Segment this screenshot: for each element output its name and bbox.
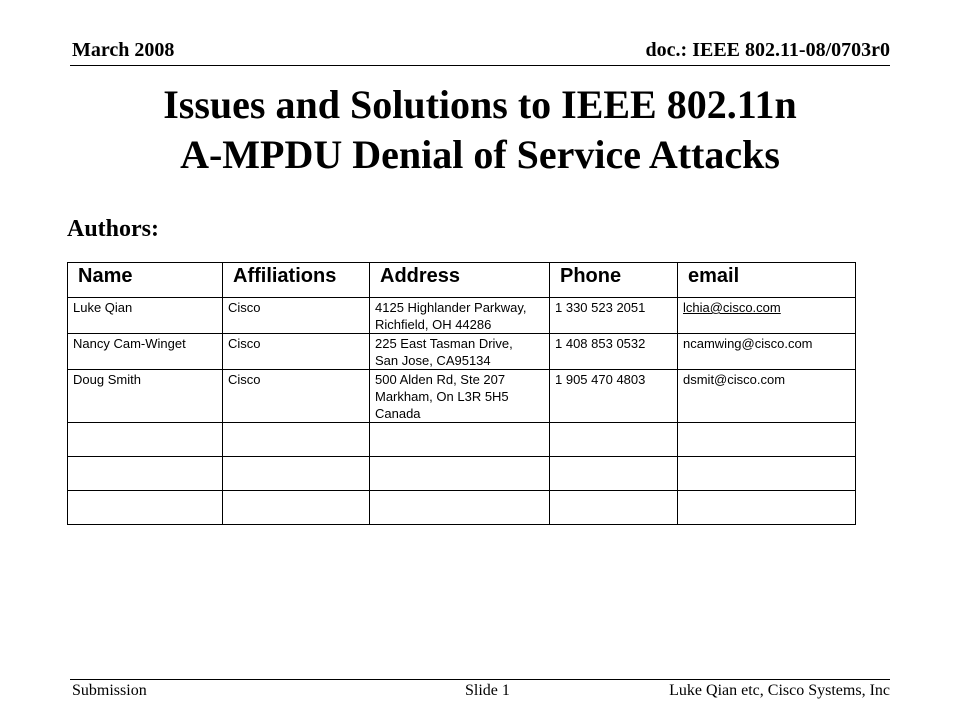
column-header-name: Name	[68, 263, 223, 298]
header-rule	[70, 65, 890, 66]
author-phone: 1 330 523 2051	[550, 298, 678, 334]
empty-cell	[678, 491, 856, 525]
empty-cell	[370, 423, 550, 457]
empty-cell	[550, 457, 678, 491]
author-name: Doug Smith	[68, 370, 223, 423]
address-line: Markham, On L3R 5H5	[375, 389, 509, 404]
author-name: Luke Qian	[68, 298, 223, 334]
empty-cell	[678, 423, 856, 457]
empty-cell	[223, 491, 370, 525]
column-header-affiliations: Affiliations	[223, 263, 370, 298]
slide-title	[60, 80, 900, 180]
empty-cell	[68, 423, 223, 457]
author-affiliation: Cisco	[223, 298, 370, 334]
author-affiliation: Cisco	[223, 334, 370, 370]
author-address	[370, 370, 550, 423]
table-row	[68, 370, 856, 423]
table-row	[68, 334, 856, 370]
title-line-1: Issues and Solutions to IEEE 802.11n	[163, 82, 797, 127]
authors-label: Authors:	[67, 216, 160, 242]
address-line: 225 East Tasman Drive,	[375, 336, 513, 351]
author-name: Nancy Cam-Winget	[68, 334, 223, 370]
column-header-email: email	[678, 263, 856, 298]
author-phone: 1 905 470 4803	[550, 370, 678, 423]
address-line: 500 Alden Rd, Ste 207	[375, 372, 506, 387]
table-row	[68, 298, 856, 334]
empty-cell	[370, 457, 550, 491]
empty-cell	[223, 457, 370, 491]
empty-table-row	[68, 491, 856, 525]
author-email	[678, 298, 856, 334]
empty-cell	[68, 457, 223, 491]
address-line: 4125 Highlander Parkway,	[375, 300, 527, 315]
empty-cell	[550, 423, 678, 457]
empty-cell	[678, 457, 856, 491]
author-email: ncamwing@cisco.com	[678, 334, 856, 370]
header-date: March 2008	[72, 39, 175, 61]
author-phone: 1 408 853 0532	[550, 334, 678, 370]
address-line: Canada	[375, 406, 421, 421]
empty-table-row	[68, 457, 856, 491]
footer-rule	[70, 679, 890, 680]
empty-cell	[550, 491, 678, 525]
email-link[interactable]: lchia@cisco.com	[683, 300, 781, 315]
table-header-row	[68, 263, 856, 298]
footer-submission: Submission	[72, 682, 147, 699]
empty-cell	[68, 491, 223, 525]
author-email: dsmit@cisco.com	[678, 370, 856, 423]
address-line: San Jose, CA95134	[375, 353, 491, 368]
footer-slide-number: Slide 1	[465, 682, 510, 699]
author-affiliation: Cisco	[223, 370, 370, 423]
empty-table-row	[68, 423, 856, 457]
authors-table	[67, 262, 856, 525]
address-line: Richfield, OH 44286	[375, 317, 492, 332]
footer-author: Luke Qian etc, Cisco Systems, Inc	[669, 682, 890, 699]
author-address	[370, 298, 550, 334]
column-header-address: Address	[370, 263, 550, 298]
header-doc-id: doc.: IEEE 802.11-08/0703r0	[645, 39, 890, 61]
empty-cell	[370, 491, 550, 525]
empty-cell	[223, 423, 370, 457]
title-line-2: A-MPDU Denial of Service Attacks	[180, 132, 780, 177]
author-address	[370, 334, 550, 370]
column-header-phone: Phone	[550, 263, 678, 298]
